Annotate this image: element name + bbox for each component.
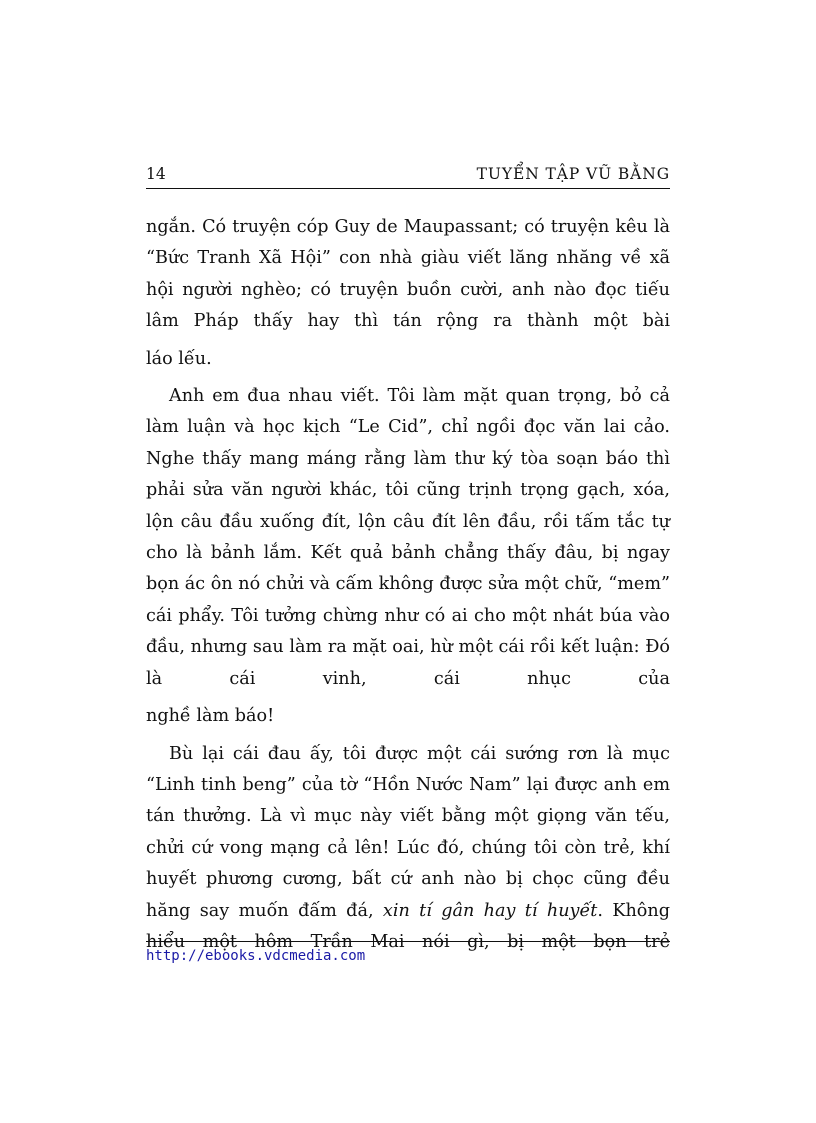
paragraph-2-end xyxy=(146,701,670,732)
paragraph-1-end xyxy=(146,344,670,375)
footer-url-link[interactable]: http://ebooks.vdcmedia.com xyxy=(146,948,366,964)
paragraph-1 xyxy=(146,212,670,338)
footer-divider xyxy=(146,941,670,942)
paragraph-1-text: ngắn. Có truyện cóp Guy de Maupassant; có truyện kêu là “Bức Tranh Xã Hội” con nhà giàu viết lăng nhăng về xã hội người nghèo; có truyện buồn cười, anh nào đọc tiếu lâm Pháp thấy hay thì tán rộng ra thành một bài xyxy=(146,217,670,332)
header-divider xyxy=(146,188,670,189)
paragraph-3-italic-phrase: xin tí gân hay tí huyết xyxy=(382,900,598,921)
paragraph-2-text: Anh em đua nhau viết. Tôi làm mặt quan trọng, bỏ cả làm luận và học kịch “Le Cid”, chỉ ngồi đọc văn lai cảo. Nghe thấy mang máng rằng làm thư ký tòa soạn báo thì phải sửa văn người khác, tôi cũng trịnh trọng gạch, xóa, lộn câu đầu xuống đít, lộn câu đít lên đầu, rồi tấm tắc tự cho là bảnh lắm. Kết quả bảnh chẳng thấy đâu, bị ngay bọn ác ôn nó chửi và cấm không được sửa một chữ, “mem” cái phẩy. Tôi tưởng chừng như có ai cho một nhát búa vào đầu, nhưng sau làm ra mặt oai, hừ một cái rồi kết luận: Đó là cái vinh, cái nhục của xyxy=(146,386,670,689)
running-header xyxy=(146,163,670,187)
paragraph-1-end-text: láo lếu. xyxy=(146,348,212,369)
paragraph-2-end-text: nghề làm báo! xyxy=(146,706,275,727)
paragraph-3-text: Bù lại cái đau ấy, tôi được một cái sướng rơn là mục “Linh tinh beng” của tờ “Hồn Nước Nam” lại được anh em tán thưởng. Là vì mục này viết bằng một giọng văn tếu, chửi cứ vong mạng cả lên! Lúc đó, chúng tôi còn trẻ, khí huyết phương cương, bất cứ anh nào bị chọc cũng đều hăng say muốn đấm đá, xyxy=(146,743,670,921)
page-body xyxy=(146,212,670,958)
book-title: TUYỂN TẬP VŨ BẰNG xyxy=(476,165,670,183)
paragraph-3-continuation: . Không hiểu một hôm Trần Mai nói gì, bị một bọn trẻ xyxy=(146,900,670,952)
paragraph-3 xyxy=(146,739,670,959)
page-number: 14 xyxy=(146,165,166,183)
paragraph-2 xyxy=(146,381,670,695)
